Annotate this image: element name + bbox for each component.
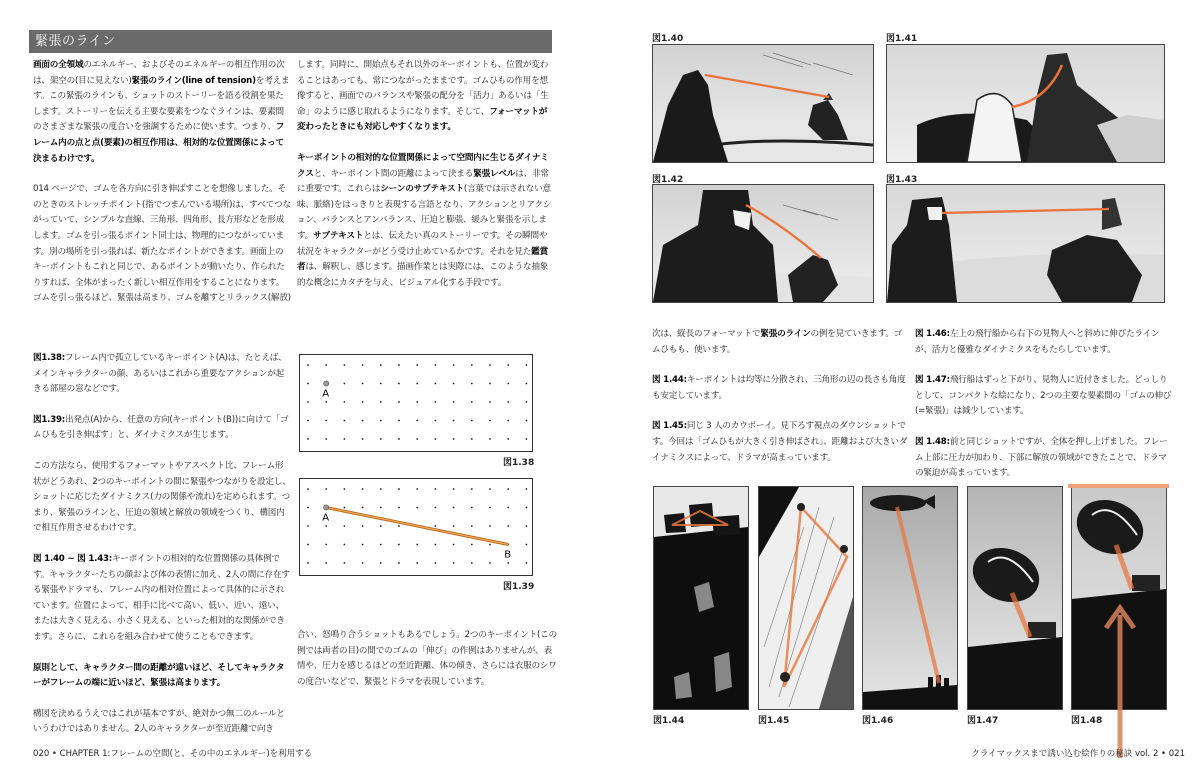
svg-text:A: A <box>322 512 330 524</box>
dot-grid <box>300 479 531 574</box>
figure-label: 図1.44 <box>653 716 685 726</box>
figure-label: 図1.39 <box>503 582 535 592</box>
illustration-1-46 <box>862 486 958 710</box>
illustration-1-40 <box>652 44 874 163</box>
figure-label: 図1.38 <box>503 458 535 468</box>
illustration-1-43 <box>886 184 1165 303</box>
figure-label: 図1.46 <box>862 716 894 726</box>
caption-1-38: 図1.38:フレーム内で孤立しているキーポイント(A)は、たとえば、メインキャラクターの顔、あるいはこれから重要なアクションが起きる部屋の窓などです。 <box>33 353 287 395</box>
left-col1-top <box>33 58 291 322</box>
dot-grid-diagram-1-38 <box>299 354 533 452</box>
dot-grid <box>300 355 531 450</box>
paragraph: 合い、怒鳴り合うショットもあるでしょう。2つのキーポイント(この例では両者の目)の間でのゴムの「伸び」の作例はありませんが、表情や、圧力を感じるほどの至近距離、体の傾き、さらには衣服のシワの度合いなどで、緊張とドラマを表現しています。 <box>297 630 557 687</box>
section-title: 緊張のライン <box>29 30 552 53</box>
figure-label: 図1.48 <box>1071 716 1103 726</box>
figure-label: 図1.40 <box>652 34 684 44</box>
illustration-1-41 <box>886 44 1165 163</box>
caption-1-45: 図 1.45:同じ 3 人のカウボーイ。見下ろす視点のダウンショットです。今回は「ゴムひもが大きく引き伸ばされ」、距離および大きいダイナミクスによって、ドラマが高まっています。 <box>652 421 908 463</box>
left-col2-top <box>297 58 555 306</box>
caption-1-46: 図 1.46:左上の飛行船から右下の見物人へと斜めに伸びたラインが、活力と優雅なダイナミクスをもたらしています。 <box>915 329 1160 355</box>
paragraph: キーポイントの相対的な位置関係によって空間内に生じるダイナミクスと、キーポイント間の距離によって決まる緊張レベルは、非常に重要です。これらはシーンのサブテキスト(言葉では示されない意味、脈絡)をはっきりと表現する言語となり、アクションとリアクション、バランスとアンバランス、圧迫と膨張、緩みと緊張を示します。サブテキストとは、伝えたい真のストーリーです。その瞬間や状況をキャラクターがどう受け止めているかです。それを見た鑑賞者は、解釈し、感じます。描画作業とは実際には、このような抽象的な概念にカタチを与え、ビジュアル化する手段です。 <box>297 152 552 288</box>
figure-label: 図1.43 <box>886 175 918 185</box>
page-footer-right: クライマックスまで誘い込む絵作りの秘訣 vol. 2 • 021 <box>971 749 1185 759</box>
svg-text:B: B <box>504 549 512 561</box>
pressure-bar <box>1068 484 1169 488</box>
figure-label: 図1.45 <box>758 716 790 726</box>
paragraph: 構図を決めるうえではこれが基本ですが、絶対かつ無二のルールというわけではありません。2人のキャラクターが至近距離で向き <box>33 708 285 735</box>
caption-1-48: 図 1.48:前と同じショットですが、全体を押し上げました。フレーム上部に圧力が加わり、下部に解放の領域ができたことで、ドラマの緊迫が高まっています。 <box>915 436 1168 479</box>
illustration-1-44 <box>653 486 749 710</box>
paragraph: 次は、縦長のフォーマットで緊張のラインの例を見ていきます。ゴムひもも、使います。 <box>652 329 903 355</box>
right-col1 <box>652 327 908 481</box>
left-col1-bottom <box>33 351 291 753</box>
dot-grid-diagram-1-39 <box>299 478 533 576</box>
figure-label: 図1.42 <box>652 175 684 185</box>
right-col2 <box>915 327 1173 497</box>
illustration-1-47 <box>967 486 1063 710</box>
caption-1-39: 図1.39:出発点(A)から、任意の方向(キーポイント(B))に向けて「ゴムひもを引き伸ばす」と、ダイナミクスが生じます。 <box>33 414 289 441</box>
caption-1-44: 図 1.44:キーポイントは均等に分散され、三角形の辺の長さも角度も安定しています。 <box>652 375 906 401</box>
key-principle: 原則として、キャラクター間の距離が遠いほど、そしてキャラクターがフレームの端に近いほど、緊張は高まります。 <box>33 662 285 689</box>
paragraph: この方法なら、使用するフォーマットやアスペクト比、フレーム形状がどうあれ、2つのキーポイントの間に緊張やつながりを設定し、ショットに応じたダイナミクス(力の関係や流れ)を定められます。つまり、緊張のラインと、圧迫の領域と解放の領域をつくり、構図内で相互作用させるわけです。 <box>33 460 291 534</box>
figure-label: 図1.47 <box>967 716 999 726</box>
caption-1-47: 図 1.47:飛行船はずっと下がり、見物人に近付きました。どっしりとして、コンパクトな絵になり、2つの主要な要素間の「ゴムの伸び(=緊張)」は減少しています。 <box>915 375 1172 417</box>
paragraph: 画面の全領域のエネルギー、およびそのエネルギーの相互作用の次は、架空の(目に見えない)緊張のライン(line of tension)を考えます。この緊張のラインも、ショットのストーリーを語る役割を果たします。ストーリーを伝える主要な要素をつなぐラインは、要素間のさまざまな緊張の度合いを強調するために使います。つまり、フレーム内の点と点(要素)の相互作用は、相対的な位置関係によって決まるわけです。 <box>33 60 290 164</box>
svg-text:A: A <box>322 388 330 400</box>
figure-label: 図1.41 <box>886 34 918 44</box>
illustration-1-42 <box>652 184 874 303</box>
page-footer-left: 020 • CHAPTER 1:フレームの空間(と、その中のエネルギー)を利用する <box>33 749 313 759</box>
paragraph: 014 ページで、ゴムを各方向に引き伸ばすことを想像しました。そのときのストレッチポイント(指でつまんでいる場所)は、すべてつながっていて、シンプルな直線、三角形、四角形、長方形などを形成します。ゴムを引っ張るポイント同士は、物理的につながっています。別の場所を引っ張れば、新たなポイントができます。画面上のキーポイントもこれと同じで、あるポイントが動いたり、作られたりすれば、全体がまったく新しい相互作用をすることになります。ゴムを引っ張るほど、緊張は高まり、ゴムを離すとリラックス(解放) <box>33 184 291 304</box>
illustration-1-45 <box>758 486 854 710</box>
release-arrow-icon <box>1100 600 1140 760</box>
paragraph: します。同時に、開始点もそれ以外のキーポイントも、位置が変わることはあっても、常につながったままです。ゴムひもの作用を想像すると、画面でのバランスや緊張の配分を「活力」あるいは「生命」のように感じ取れるようになります。そして、フォーマットが変わったときにも対応しやすくなります。 <box>297 60 549 133</box>
caption-1-40-43: 図 1.40 ~ 図 1.43:キーポイントの相対的な位置関係の具体例です。キャラクターたちの顔および体の表情に加え、2人の間に存在する緊張やドラマも、フレーム内の相対位置によって具体的に示されています。位置によって、相手に比べて高い、低い、近い、遠い、または大きく見える、小さく見える、といった相対的な関係ができます。さらに、これらを組み合わせて使うこともできます。 <box>33 553 290 642</box>
left-col2-bottom <box>297 628 559 705</box>
